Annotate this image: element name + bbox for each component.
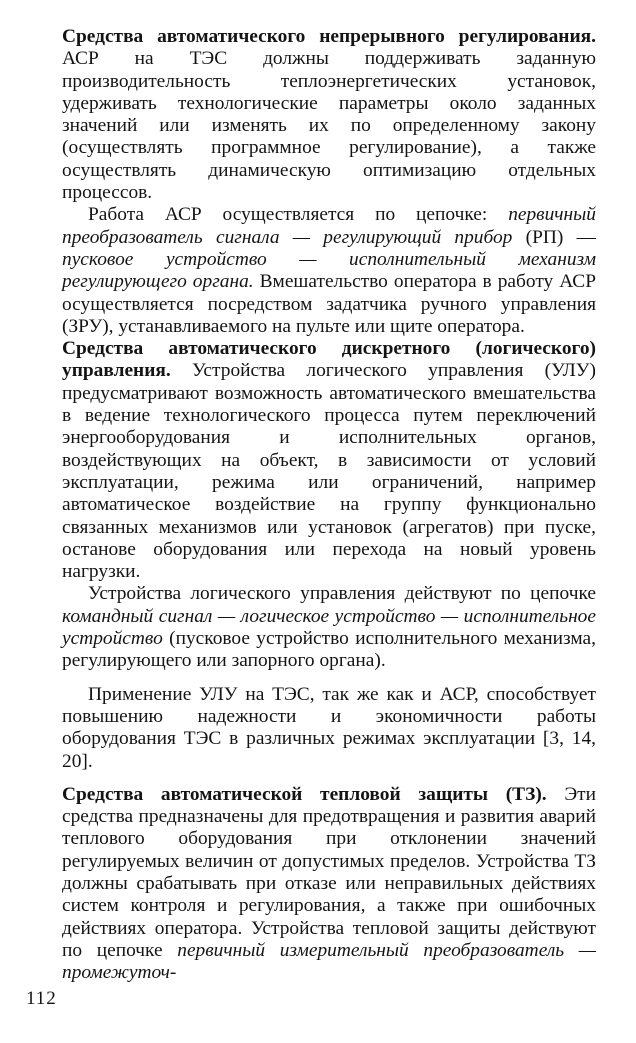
paragraph-text: Устройства логического управления (УЛУ) предусматривают возможность автоматического вмешательства в ведение технологического процесса путем переключений энергооборудования и исполнительных органов, воздействующих на объект, в зависимости от условий эксплуатации, режима или ограничений, например автоматическое воздействие на группу функционально связанных механизмов или установок (агрегатов) при пуске, останове оборудования или перехода на новый уровень нагрузки. (62, 360, 596, 583)
paragraph-ulu-application (62, 684, 596, 773)
paragraph-text: Вмешательство оператора в работу АСР осуществляется посредством задатчика ручного управления (ЗРУ), устанавливаемого на пульте или щите оператора. (62, 271, 596, 337)
paragraph-text: Устройства логического управления действуют по цепочке (88, 583, 596, 605)
paragraph-text: Эти средства предназначены для предотвращения и развития аварий теплового оборудования при отклонении значений регулируемых величин от допустимых пределов. Устройства ТЗ должны срабатывать при отказе или неправильных действиях систем контроля и регулирования, а также при ошибочных действиях оператора. Устройства тепловой защиты действуют по цепочке (62, 783, 596, 961)
paragraph-text: (пусковое устройство исполнительного механизма, регулирующего или запорного органа). (62, 628, 596, 672)
body-text (62, 26, 596, 984)
paragraph-discrete-control (62, 338, 596, 583)
paragraph-asr-chain (62, 204, 596, 338)
paragraph-text: Применение УЛУ на ТЭС, так же как и АСР, способствует повышению надежности и экономичности работы оборудования ТЭС в различных режимах эксплуатации [3, 14, 20]. (62, 683, 596, 772)
paragraph-text: Работа АСР осуществляется по цепочке: (88, 204, 509, 226)
paragraph-thermal-protection (62, 784, 596, 985)
italic-term: первичный преобразователь сигнала — регулирующий прибор (62, 204, 596, 248)
italic-term: пусковое устройство — исполнительный механизм регулирующего органа. (62, 248, 596, 293)
italic-term: командный сигнал — логическое устройство — исполнительное устройство (62, 605, 596, 650)
italic-term: первичный измерительный преобразователь — промежуточ- (62, 939, 596, 984)
section-heading-continuous-control: Средства автоматического непрерывного регулирования. (62, 26, 596, 47)
paragraph-text: АСР на ТЭС должны поддерживать заданную производительность теплоэнергетических установок, удерживать технологические параметры около заданных значений или изменять их по определенному закону (осуществлять программное регулирование), а также осуществлять динамическую оптимизацию отдельных процессов. (62, 48, 596, 204)
paragraph-text: (РП) — (512, 226, 596, 248)
paragraph-ulu-chain (62, 583, 596, 672)
section-heading-discrete-control: Средства автоматического дискретного (логического) управления. (62, 338, 596, 382)
section-heading-thermal-protection: Средства автоматической тепловой защиты (ТЗ). (62, 783, 547, 805)
page-number: 112 (26, 988, 57, 1009)
paragraph-continuous-control (62, 26, 596, 204)
